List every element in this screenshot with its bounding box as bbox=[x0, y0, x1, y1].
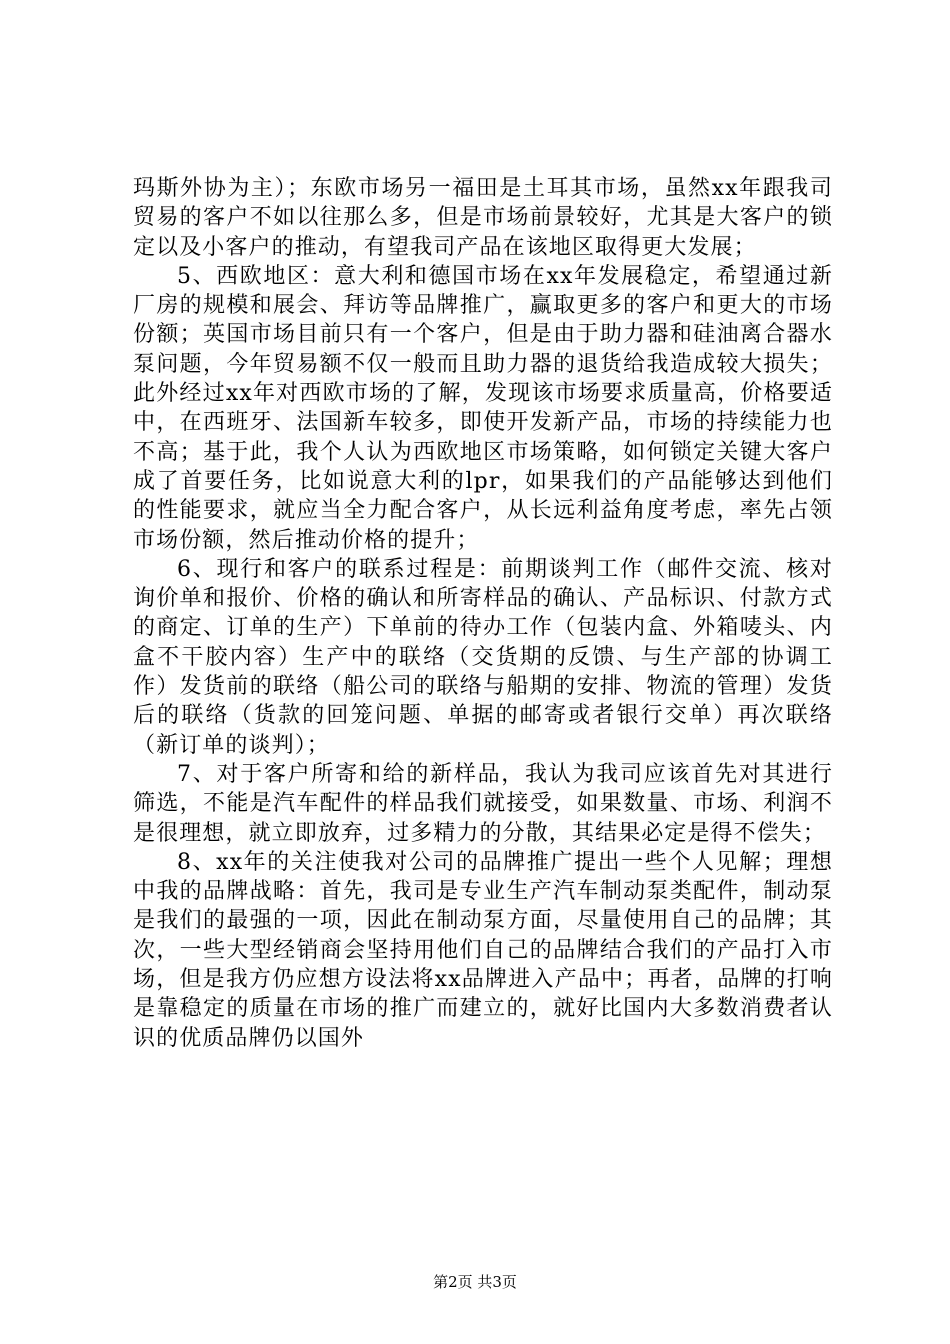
document-body bbox=[133, 174, 833, 1053]
paragraph-8: 8、xx年的关注使我对公司的品牌推广提出一些个人见解；理想中我的品牌战略：首先，我司是专业生产汽车制动泵类配件，制动泵是我们的最强的一项，因此在制动泵方面，尽量使用自己的品牌；其次，一些大型经销商会坚持用他们自己的品牌结合我们的产品打入市场，但是我方仍应想方设法将xx品牌进入产品中；再者，品牌的打响是靠稳定的质量在市场的推广而建立的，就好比国内大多数消费者认识的优质品牌仍以国外 bbox=[133, 849, 833, 1051]
paragraph-5: 5、西欧地区：意大利和德国市场在xx年发展稳定，希望通过新厂房的规模和展会、拜访等品牌推广，赢取更多的客户和更大的市场份额；英国市场目前只有一个客户，但是由于助力器和硅油离合器水泵问题，今年贸易额不仅一般而且助力器的退货给我造成较大损失；此外经过xx年对西欧市场的了解，发现该市场要求质量高，价格要适中，在西班牙、法国新车较多，即使开发新产品，市场的持续能力也不高；基于此，我个人认为西欧地区市场策略，如何锁定关键大客户成了首要任务，比如说意大利的lpr，如果我们的产品能够达到他们的性能要求，就应当全力配合客户，从长远利益角度考虑，率先占领市场份额，然后推动价格的提升； bbox=[133, 263, 833, 553]
page-footer: 第2页 共3页 bbox=[433, 1273, 517, 1291]
paragraph-continued: 玛斯外协为主）；东欧市场另一福田是土耳其市场，虽然xx年跟我司贸易的客户不如以往那么多，但是市场前景较好，尤其是大客户的锁定以及小客户的推动，有望我司产品在该地区取得更大发展； bbox=[133, 176, 833, 260]
paragraph-6: 6、现行和客户的联系过程是：前期谈判工作（邮件交流、核对询价单和报价、价格的确认和所寄样品的确认、产品标识、付款方式的商定、订单的生产）下单前的待办工作（包装内盒、外箱唛头、内盒不干胶内容）生产中的联络（交货期的反馈、与生产部的协调工作）发货前的联络（船公司的联络与船期的安排、物流的管理）发货后的联络（货款的回笼问题、单据的邮寄或者银行交单）再次联络（新订单的谈判）； bbox=[133, 556, 833, 758]
paragraph-7: 7、对于客户所寄和给的新样品，我认为我司应该首先对其进行筛选，不能是汽车配件的样品我们就接受，如果数量、市场、利润不是很理想，就立即放弃，过多精力的分散，其结果必定是得不偿失； bbox=[133, 761, 833, 846]
